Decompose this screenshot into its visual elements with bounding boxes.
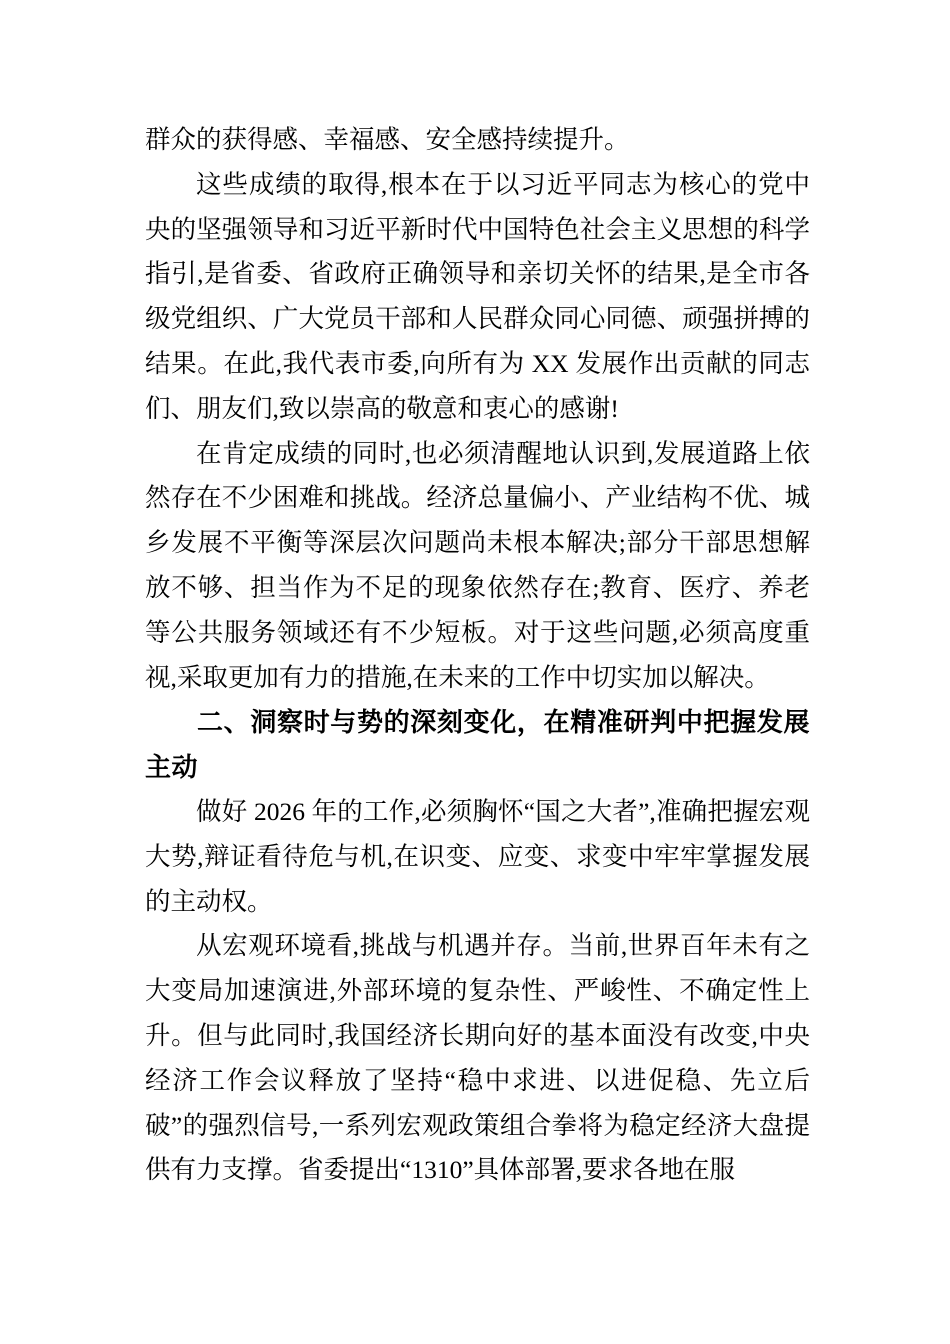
paragraph-2026-outlook: 做好 2026 年的工作,必须胸怀“国之大者”,准确把握宏观大势,辩证看待危与机,在识变、应变、求变中牢牢掌握发展的主动权。: [145, 796, 810, 916]
document-body: [145, 118, 810, 1193]
section-heading-two: 二、洞察时与势的深刻变化，在精准研判中把握发展主动: [145, 707, 810, 783]
paragraph-achievements-tail: 群众的获得感、幸福感、安全感持续提升。: [145, 125, 630, 154]
paragraph-credit-and-thanks: 这些成绩的取得,根本在于以习近平同志为核心的党中央的坚强领导和习近平新时代中国特色社会主义思想的科学指引,是省委、省政府正确领导和亲切关怀的结果,是全市各级党组织、广大党员干部和人民群众同心同德、顽强拼搏的结果。在此,我代表市委,向所有为 XX 发展作出贡献的同志们、朋友们,致以崇高的敬意和衷心的感谢!: [145, 169, 810, 423]
paragraph-problems-and-challenges: 在肯定成绩的同时,也必须清醒地认识到,发展道路上依然存在不少困难和挑战。经济总量偏小、产业结构不优、城乡发展不平衡等深层次问题尚未根本解决;部分干部思想解放不够、担当作为不足的现象依然存在;教育、医疗、养老等公共服务领域还有不少短板。对于这些问题,必须高度重视,采取更加有力的措施,在未来的工作中切实加以解决。: [145, 438, 810, 692]
paragraph-macro-environment: 从宏观环境看,挑战与机遇并存。当前,世界百年未有之大变局加速演进,外部环境的复杂性、严峻性、不确定性上升。但与此同时,我国经济长期向好的基本面没有改变,中央经济工作会议释放了坚持“稳中求进、以进促稳、先立后破”的强烈信号,一系列宏观政策组合拳将为稳定经济大盘提供有力支撑。省委提出“1310”具体部署,要求各地在服: [145, 931, 810, 1185]
